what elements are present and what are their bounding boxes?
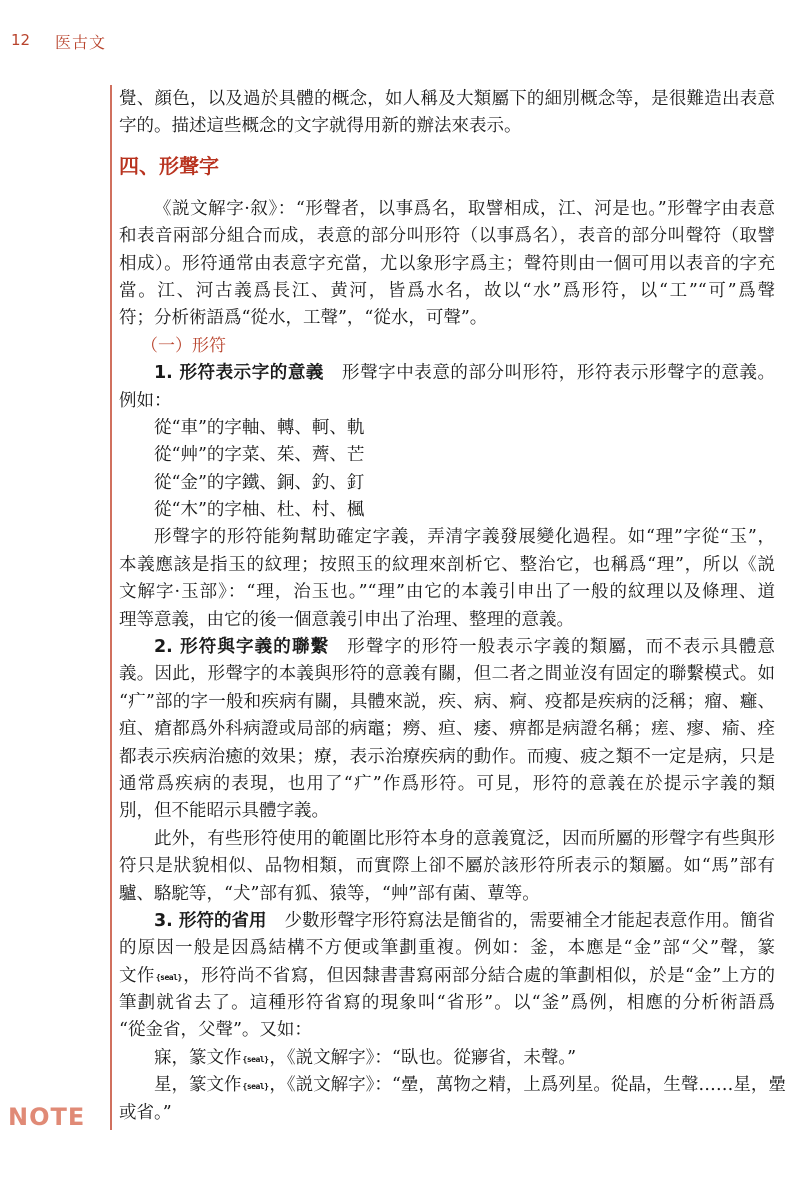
line-text: 形聲字中表意的部分叫形符，形符表示形聲字的意義。 — [342, 363, 776, 384]
subsection-heading: （一）形符 — [141, 335, 226, 356]
text-line — [119, 524, 775, 551]
text-line — [119, 579, 775, 606]
subsection-lead: 3. 形符的省用 — [154, 910, 267, 931]
subsection-lead: 2. 形符與字義的聯繫 — [154, 637, 330, 658]
text-line — [119, 963, 775, 990]
text-line — [119, 853, 775, 880]
paragraph — [119, 524, 775, 634]
text-line — [119, 716, 775, 743]
paragraph — [119, 360, 775, 415]
example-item — [119, 415, 775, 442]
example-item — [119, 497, 775, 524]
line-text: 理等意義，由它的後一個意義引申出了治理、整理的意義。 — [119, 609, 574, 630]
text-line — [119, 634, 775, 661]
line-text: 和表音兩部分組合而成，表意的部分叫形符（以事爲名），表音的部分叫聲符（取譬 — [119, 226, 775, 247]
text-line — [119, 1017, 775, 1044]
text-line — [119, 196, 775, 223]
line-text: 疽、瘡都爲外科病證或局部的病竈；癆、疸、痿、痹都是病證名稱；瘥、瘳、瘉、痊 — [119, 719, 775, 740]
line-text: 當。江、河古義爲長江、黄河，皆爲水名，故以“水”爲形符，以“工”“可”爲聲 — [119, 280, 775, 301]
line-text: 別，但不能昭示具體字義。 — [119, 801, 329, 822]
text-line — [119, 1072, 786, 1099]
line-text: 從“艸”的字菜、茱、薺、芒 — [154, 445, 365, 466]
note-stamp: NOTE — [8, 1103, 86, 1131]
line-text: 或省。” — [119, 1102, 172, 1123]
line-text: 文作{seal}，形符尚不省寫，但因隸書書寫兩部分結合處的筆劃相似，於是“金”上方的 — [119, 965, 776, 986]
text-line — [119, 881, 775, 908]
text-line — [119, 908, 775, 935]
line-text: 此外，有些形符使用的範圍比形符本身的意義寬泛，因而所屬的形聲字有些與形 — [154, 828, 775, 849]
paragraph — [119, 908, 775, 1045]
line-text: 從“金”的字鐵、銅、釣、釘 — [154, 472, 365, 493]
line-text: 的原因一般是因爲結構不方便或筆劃重複。例如：釜，本應是“金”部“父”聲，篆 — [119, 938, 775, 959]
text-line — [119, 607, 775, 634]
line-text: 筆劃就省去了。這種形符省寫的現象叫“省形”。以“釜”爲例，相應的分析術語爲 — [119, 993, 775, 1014]
line-text: 都表示疾病治癒的效果；療，表示治療疾病的動作。而瘦、疲之類不一定是病，只是 — [119, 746, 775, 767]
text-line — [119, 1045, 775, 1072]
line-text: 例如： — [119, 390, 172, 411]
line-text: 覺、顔色，以及過於具體的概念，如人稱及大類屬下的細別概念等，是很難造出表意 — [119, 89, 775, 109]
page-number: 12 — [11, 31, 31, 49]
text-line — [119, 113, 775, 140]
text-line — [119, 305, 775, 332]
line-text: 從“車”的字軸、轉、軻、軌 — [154, 417, 365, 438]
text-line — [119, 360, 775, 387]
text-line — [119, 251, 775, 278]
line-text: 文解字·玉部》：“理，治玉也。”“理”由它的本義引申出了一般的紋理以及條理、道 — [119, 582, 775, 603]
section-heading: 四、形聲字 — [119, 153, 219, 178]
text-line — [119, 552, 775, 579]
text-line — [119, 771, 775, 798]
text-line — [119, 826, 775, 853]
example-list — [119, 415, 775, 525]
line-text: 從“木”的字柚、杜、村、楓 — [154, 500, 365, 521]
paragraph — [119, 86, 775, 141]
line-text: 驢、駱駝等，“犬”部有狐、猿等，“艸”部有菌、蕈等。 — [119, 883, 540, 904]
seal-script-glyph-icon: {seal} — [242, 1054, 269, 1064]
line-text: 通常爲疾病的表現，也用了“疒”作爲形符。可見，形符的意義在於提示字義的類 — [119, 773, 775, 794]
line-text: 星，篆文作{seal}，《説文解字》：“曐，萬物之精，上爲列星。從晶，生聲……星，曐 — [154, 1075, 786, 1096]
text-line — [119, 744, 775, 771]
paragraph — [119, 634, 775, 826]
paragraph — [119, 1072, 786, 1127]
line-text: 少數形聲字形符寫法是簡省的，需要補全才能起表意作用。簡省 — [284, 910, 776, 931]
text-line — [119, 798, 775, 825]
line-text: 義。因此，形聲字的本義與形符的意義有關，但二者之間並沒有固定的聯繫模式。如 — [119, 664, 775, 685]
line-text: “從金省，父聲”。又如： — [119, 1020, 312, 1041]
text-line — [119, 278, 775, 305]
line-text: “疒”部的字一般和疾病有關，具體來説，疾、病、痾、疫都是疾病的泛稱；瘤、癰、 — [119, 691, 775, 712]
paragraph — [119, 196, 775, 333]
example-item — [119, 442, 775, 469]
text-line — [119, 935, 775, 962]
paragraph — [119, 1045, 775, 1072]
text-line — [119, 223, 775, 250]
text-line — [119, 990, 775, 1017]
text-line — [119, 388, 775, 415]
line-text: 《説文解字·叙》：“形聲者，以事爲名，取譬相成，江、河是也。”形聲字由表意 — [154, 198, 775, 219]
line-text: 字的。描述這些概念的文字就得用新的辦法來表示。 — [119, 116, 522, 137]
text-line — [119, 1100, 775, 1127]
line-text: 符；分析術語爲“從水，工聲”，“從水，可聲”。 — [119, 308, 488, 329]
margin-rule — [110, 85, 112, 1130]
text-line — [119, 689, 775, 716]
line-text: 符只是狀貌相似、品物相類，而實際上卻不屬於該形符所表示的類屬。如“馬”部有 — [119, 856, 775, 877]
line-text: 本義應該是指玉的紋理；按照玉的紋理來剖析它、整治它，也稱爲“理”，所以《説 — [119, 554, 775, 575]
line-text: 形聲字的形符能夠幫助確定字義，弄清字義發展變化過程。如“理”字從“玉”， — [154, 527, 775, 548]
seal-script-glyph-icon: {seal} — [242, 1082, 269, 1092]
line-text: 相成）。形符通常由表意字充當，尤以象形字爲主；聲符則由一個可用以表音的字充 — [119, 253, 775, 274]
example-item — [119, 470, 775, 497]
text-line — [119, 86, 775, 113]
line-text: 寐，篆文作{seal}，《説文解字》：“臥也。從㝱省，未聲。” — [154, 1047, 577, 1068]
subsection-lead: 1. 形符表示字的意義 — [154, 363, 325, 384]
running-header-title: 医古文 — [55, 33, 107, 52]
text-line — [119, 661, 775, 688]
paragraph — [119, 826, 775, 908]
page-body — [119, 86, 786, 1127]
line-text: 形聲字的形符一般表示字義的類屬，而不表示具體意 — [347, 637, 775, 658]
seal-script-glyph-icon: {seal} — [155, 972, 182, 982]
